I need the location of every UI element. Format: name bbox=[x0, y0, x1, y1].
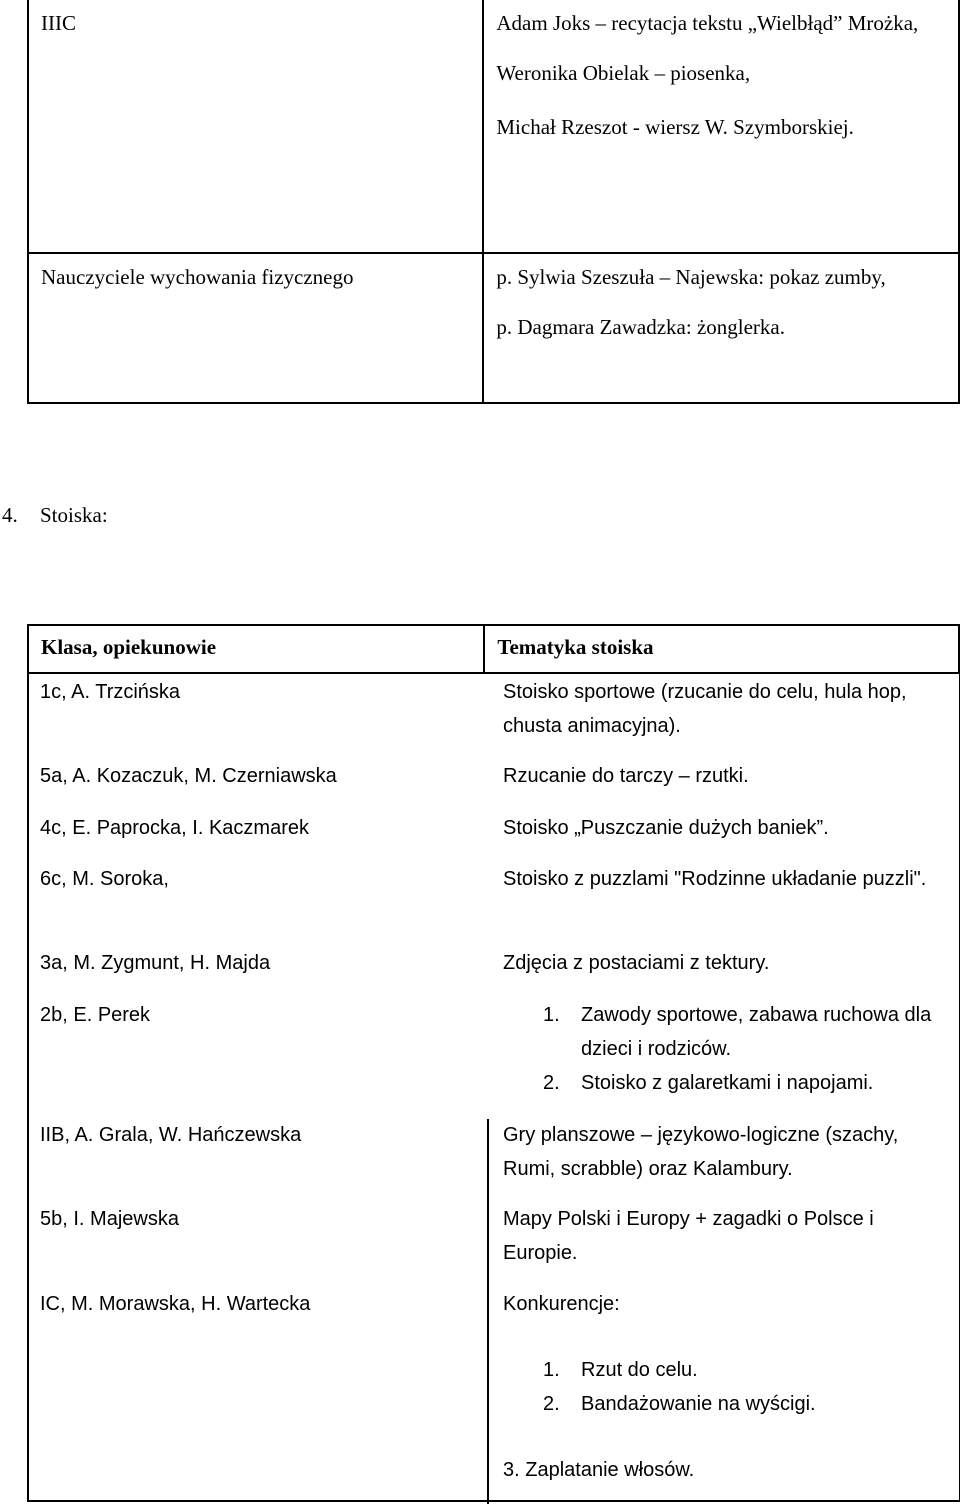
cell-text: IIIC bbox=[41, 11, 76, 35]
list-text: Bandażowanie na wyścigi. bbox=[581, 1393, 816, 1415]
cell-text: Weronika Obielak – piosenka, bbox=[496, 61, 751, 85]
list-item bbox=[503, 1353, 943, 1387]
stall-topic-extra: 3. Zaplatanie włosów. bbox=[503, 1459, 695, 1481]
stall-class: 6c, M. Soroka, bbox=[40, 868, 169, 890]
cell-text: Michał Rzeszot - wiersz W. Szymborskiej. bbox=[496, 115, 854, 139]
table-row bbox=[28, 0, 959, 253]
list-number: 2. bbox=[543, 1393, 560, 1415]
cell-text: Nauczyciele wychowania fizycznego bbox=[41, 265, 354, 289]
stall-class: 1c, A. Trzcińska bbox=[40, 681, 181, 703]
class-cell bbox=[28, 0, 483, 253]
stall-topic: Konkurencje: bbox=[503, 1293, 620, 1315]
stall-class: 2b, E. Perek bbox=[40, 1004, 151, 1026]
stall-list bbox=[503, 1353, 943, 1421]
stall-class: IC, M. Morawska, H. Wartecka bbox=[40, 1293, 311, 1315]
stall-class: 5b, I. Majewska bbox=[40, 1208, 179, 1230]
stall-topic: Mapy Polski i Europy + zagadki o Polsce i Europie. bbox=[503, 1208, 874, 1264]
cell-text: p. Sylwia Szeszuła – Najewska: pokaz zumby, bbox=[496, 265, 886, 289]
list-number: 1. bbox=[543, 1004, 560, 1026]
cell-text: Adam Joks – recytacja tekstu „Wielbłąd” Mrożka, bbox=[496, 11, 919, 35]
section-title: Stoiska: bbox=[40, 503, 108, 527]
performance-cell bbox=[483, 0, 959, 253]
column-header-topic: Tematyka stoiska bbox=[484, 625, 959, 673]
stall-topic: Stoisko z puzzlami "Rodzinne układanie puzzli". bbox=[503, 868, 927, 890]
stall-topic: Zdjęcia z postaciami z tektury. bbox=[503, 952, 770, 974]
section-number: 4. bbox=[2, 503, 18, 527]
stall-topic: Rzucanie do tarczy – rzutki. bbox=[503, 765, 749, 787]
stall-class: IIB, A. Grala, W. Hańczewska bbox=[40, 1124, 302, 1146]
list-item bbox=[503, 1387, 943, 1421]
stall-topic: Gry planszowe – językowo-logiczne (szachy, Rumi, scrabble) oraz Kalambury. bbox=[503, 1124, 899, 1180]
stall-list bbox=[503, 998, 943, 1100]
performance-cell bbox=[483, 253, 959, 403]
performances-table bbox=[27, 0, 960, 404]
list-text: Zawody sportowe, zabawa ruchowa dla dzieci i rodziców. bbox=[581, 1004, 932, 1060]
stall-class: 4c, E. Paprocka, I. Kaczmarek bbox=[40, 817, 309, 839]
stall-topic: Stoisko „Puszczanie dużych baniek”. bbox=[503, 817, 829, 839]
stalls-table bbox=[27, 624, 960, 674]
stall-class: 5a, A. Kozaczuk, M. Czerniawska bbox=[40, 765, 337, 787]
column-divider bbox=[487, 1119, 489, 1504]
class-cell bbox=[28, 253, 483, 403]
column-header-class: Klasa, opiekunowie bbox=[28, 625, 484, 673]
table-row bbox=[28, 253, 959, 403]
list-item bbox=[503, 998, 943, 1066]
list-number: 1. bbox=[543, 1359, 560, 1381]
list-text: Rzut do celu. bbox=[581, 1359, 698, 1381]
stall-class: 3a, M. Zygmunt, H. Majda bbox=[40, 952, 271, 974]
stall-topic: Stoisko sportowe (rzucanie do celu, hula hop, chusta animacyjna). bbox=[503, 681, 907, 737]
list-number: 2. bbox=[543, 1072, 560, 1094]
list-text: Stoisko z galaretkami i napojami. bbox=[581, 1072, 874, 1094]
cell-text: p. Dagmara Zawadzka: żonglerka. bbox=[496, 315, 785, 339]
table-header-row bbox=[28, 625, 959, 673]
list-item bbox=[503, 1066, 943, 1100]
